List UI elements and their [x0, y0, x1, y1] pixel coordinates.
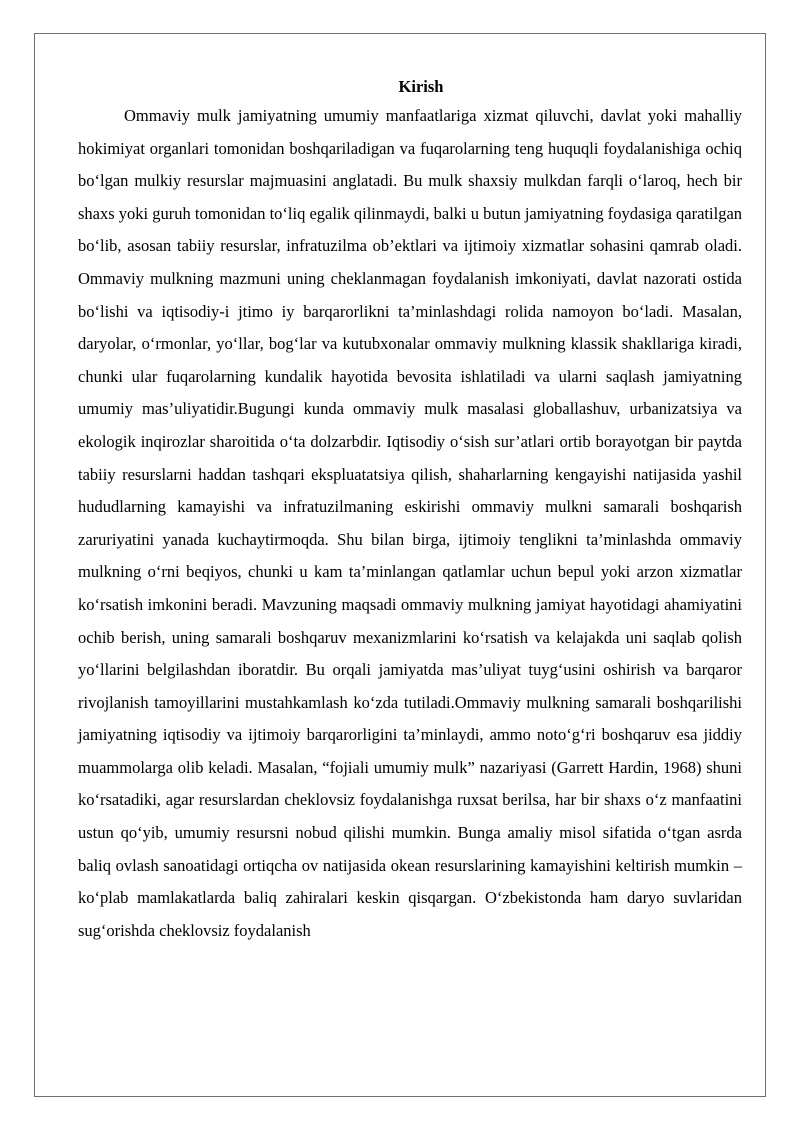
document-body — [78, 74, 742, 947]
body-paragraph: Ommaviy mulk jamiyatning umumiy manfaatlariga xizmat qiluvchi, davlat yoki mahalliy hokimiyat organlari tomonidan boshqariladigan va fuqarolarning teng huquqli foydalanishiga ochiq bo‘lgan mulkiy resurslar majmuasini anglatadi. Bu mulk shaxsiy mulkdan farqli o‘laroq, hech bir shaxs yoki guruh tomonidan to‘liq egalik qilinmaydi, balki u butun jamiyatning foydasiga qaratilgan bo‘lib, asosan tabiiy resurslar, infratuzilma ob’ektlari va ijtimoiy xizmatlar sohasini qamrab oladi. Ommaviy mulkning mazmuni uning cheklanmagan foydalanish imkoniyati, davlat nazorati ostida bo‘lishi va iqtisodiy-i jtimo iy barqarorlikni ta’minlashdagi rolida namoyon bo‘ladi. Masalan, daryolar, o‘rmonlar, yo‘llar, bog‘lar va kutubxonalar ommaviy mulkning klassik shakllariga kiradi, chunki ular fuqarolarning kundalik hayotida bevosita ishlatiladi va ularni saqlash jamiyatning umumiy mas’uliyatidir.Bugungi kunda ommaviy mulk masalasi globallashuv, urbanizatsiya va ekologik inqirozlar sharoitida o‘ta dolzarbdir. Iqtisodiy o‘sish sur’atlari ortib borayotgan bir paytda tabiiy resurslarni haddan tashqari ekspluatatsiya qilish, shaharlarning kengayishi natijasida yashil hududlarning kamayishi va infratuzilmaning eskirishi ommaviy mulkni samarali boshqarish zaruriyatini yanada kuchaytirmoqda. Shu bilan birga, ijtimoiy tenglikni ta’minlashda ommaviy mulkning o‘rni beqiyos, chunki u kam ta’minlangan qatlamlar uchun bepul yoki arzon xizmatlar ko‘rsatish imkonini beradi. Mavzuning maqsadi ommaviy mulkning jamiyat hayotidagi ahamiyatini ochib berish, uning samarali boshqaruv mexanizmlarini ko‘rsatish va kelajakda uni saqlab qolish yo‘llarini belgilashdan iboratdir. Bu orqali jamiyatda mas’uliyat tuyg‘usini oshirish va barqaror rivojlanish tamoyillarini mustahkamlash ko‘zda tutiladi.Ommaviy mulkning samarali boshqarilishi jamiyatning iqtisodiy va ijtimoiy barqarorligini ta’minlaydi, ammo noto‘g‘ri boshqaruv esa jiddiy muammolarga olib keladi. Masalan, “fojiali umumiy mulk” nazariyasi (Garrett Hardin, 1968) shuni ko‘rsatadiki, agar resurslardan cheklovsiz foydalanishga ruxsat berilsa, har bir shaxs o‘z manfaatini ustun qo‘yib, umumiy resursni nobud qilishi mumkin. Bunga amaliy misol sifatida o‘tgan asrda baliq ovlash sanoatidagi ortiqcha ov natijasida okean resurslarining kamayishini keltirish mumkin – ko‘plab mamlakatlarda baliq zahiralari keskin qisqargan. O‘zbekistonda ham daryo suvlaridan sug‘orishda cheklovsiz foydalanish — [78, 106, 743, 940]
document-title: Kirish — [398, 77, 444, 96]
